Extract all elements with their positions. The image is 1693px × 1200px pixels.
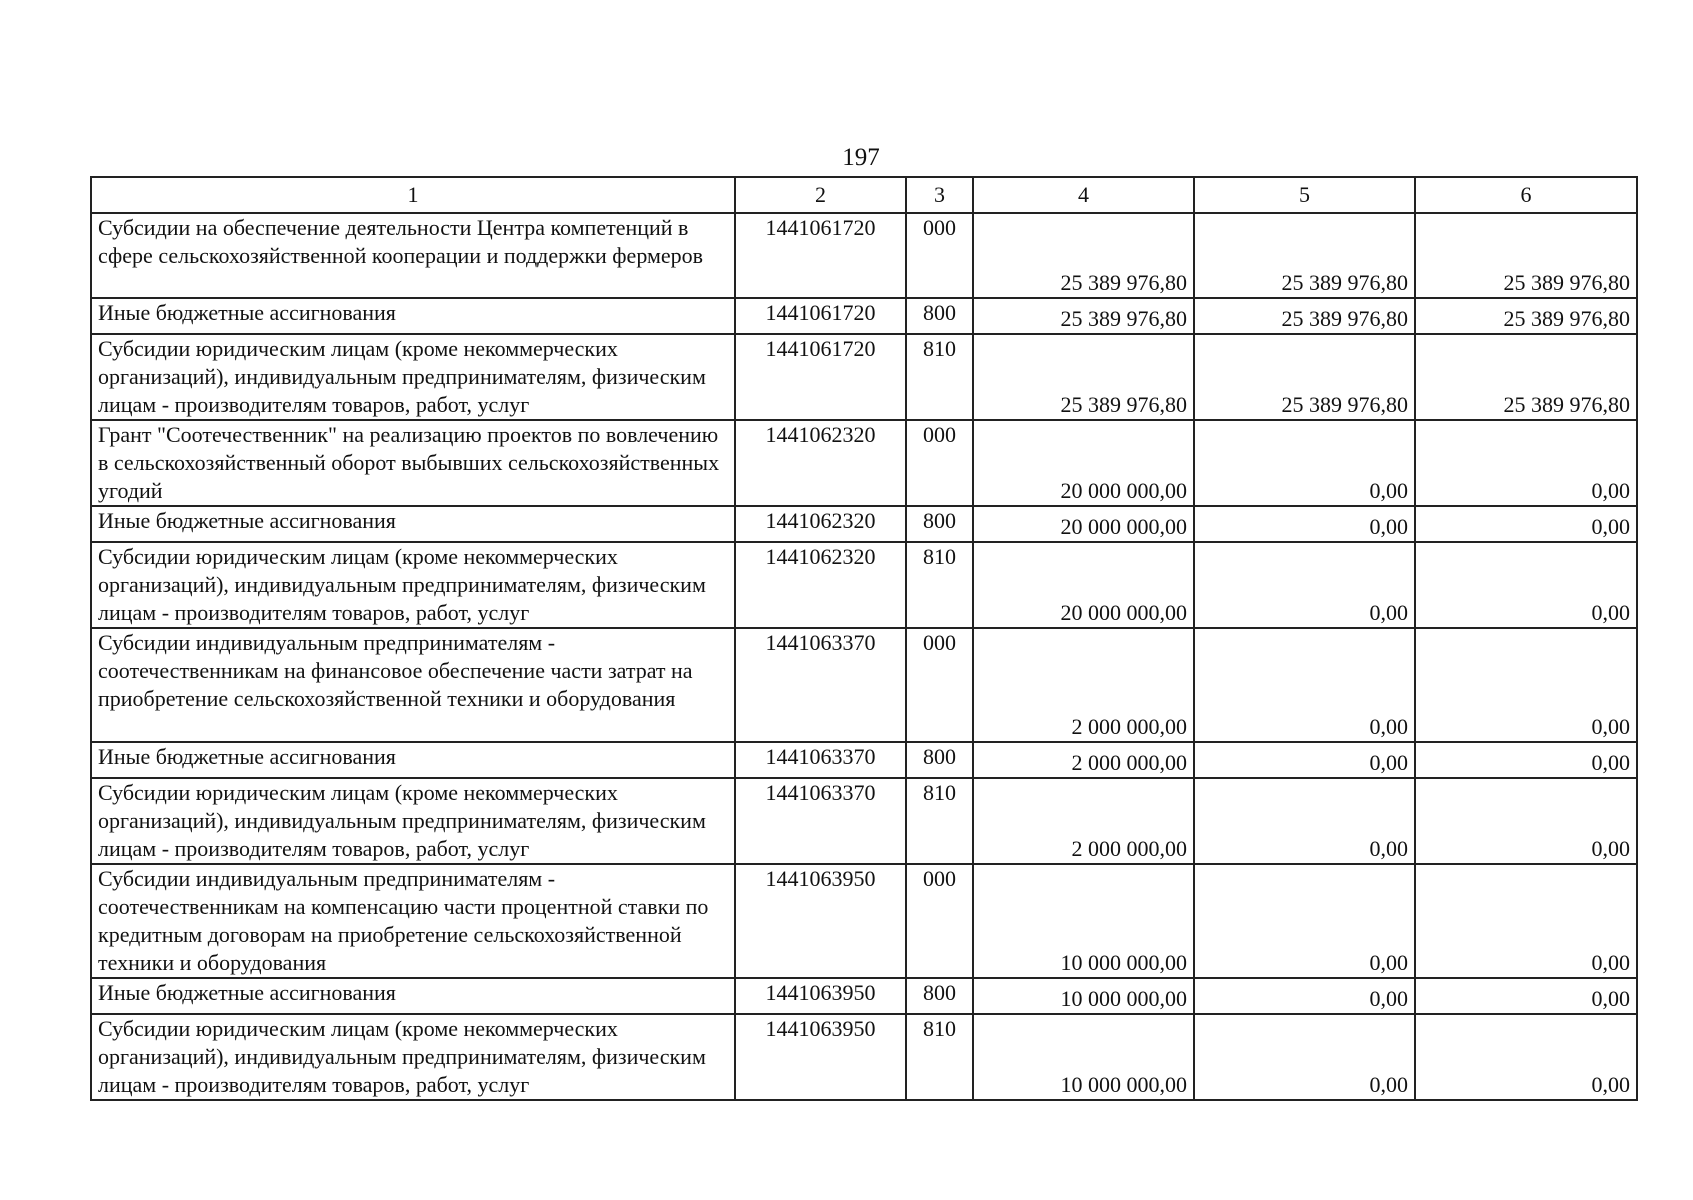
amount-col-6: 0,00 xyxy=(1415,978,1637,1014)
target-code: 1441062320 xyxy=(735,506,906,542)
row-description: Субсидии юридическим лицам (кроме некоммерческих организаций), индивидуальным предпринимателям, физическим лицам - производителям товаров, работ, услуг xyxy=(91,1014,735,1100)
amount-col-5: 25 389 976,80 xyxy=(1194,213,1415,298)
row-description: Субсидии на обеспечение деятельности Центра компетенций в сфере сельскохозяйственной кооперации и поддержки фермеров xyxy=(91,213,735,298)
expense-type-code: 800 xyxy=(906,978,973,1014)
amount-col-5: 0,00 xyxy=(1194,542,1415,628)
amount-col-5: 0,00 xyxy=(1194,778,1415,864)
amount-col-6: 25 389 976,80 xyxy=(1415,334,1637,420)
table-row xyxy=(91,213,1637,298)
row-description: Субсидии юридическим лицам (кроме некоммерческих организаций), индивидуальным предпринимателям, физическим лицам - производителям товаров, работ, услуг xyxy=(91,542,735,628)
expense-type-code: 000 xyxy=(906,420,973,506)
amount-col-6: 25 389 976,80 xyxy=(1415,298,1637,334)
budget-table xyxy=(90,176,1638,1101)
amount-col-5: 0,00 xyxy=(1194,1014,1415,1100)
expense-type-code: 810 xyxy=(906,542,973,628)
column-header: 4 xyxy=(973,177,1194,213)
target-code: 1441063370 xyxy=(735,742,906,778)
target-code: 1441063950 xyxy=(735,978,906,1014)
amount-col-5: 0,00 xyxy=(1194,864,1415,978)
amount-col-6: 25 389 976,80 xyxy=(1415,213,1637,298)
table-row xyxy=(91,628,1637,742)
table-row xyxy=(91,542,1637,628)
amount-col-4: 10 000 000,00 xyxy=(973,978,1194,1014)
amount-col-6: 0,00 xyxy=(1415,742,1637,778)
table-row xyxy=(91,742,1637,778)
amount-col-4: 20 000 000,00 xyxy=(973,420,1194,506)
amount-col-6: 0,00 xyxy=(1415,628,1637,742)
expense-type-code: 000 xyxy=(906,213,973,298)
amount-col-4: 25 389 976,80 xyxy=(973,298,1194,334)
amount-col-5: 25 389 976,80 xyxy=(1194,298,1415,334)
expense-type-code: 800 xyxy=(906,742,973,778)
amount-col-4: 2 000 000,00 xyxy=(973,778,1194,864)
amount-col-4: 20 000 000,00 xyxy=(973,506,1194,542)
column-header: 1 xyxy=(91,177,735,213)
row-description: Иные бюджетные ассигнования xyxy=(91,742,735,778)
expense-type-code: 810 xyxy=(906,1014,973,1100)
row-description: Субсидии юридическим лицам (кроме некоммерческих организаций), индивидуальным предпринимателям, физическим лицам - производителям товаров, работ, услуг xyxy=(91,334,735,420)
target-code: 1441061720 xyxy=(735,334,906,420)
amount-col-4: 25 389 976,80 xyxy=(973,334,1194,420)
amount-col-6: 0,00 xyxy=(1415,420,1637,506)
amount-col-4: 20 000 000,00 xyxy=(973,542,1194,628)
amount-col-5: 0,00 xyxy=(1194,742,1415,778)
row-description: Субсидии юридическим лицам (кроме некоммерческих организаций), индивидуальным предпринимателям, физическим лицам - производителям товаров, работ, услуг xyxy=(91,778,735,864)
row-description: Субсидии индивидуальным предпринимателям - соотечественникам на финансовое обеспечение части затрат на приобретение сельскохозяйственной техники и оборудования xyxy=(91,628,735,742)
column-header: 3 xyxy=(906,177,973,213)
column-header: 5 xyxy=(1194,177,1415,213)
amount-col-6: 0,00 xyxy=(1415,506,1637,542)
amount-col-4: 25 389 976,80 xyxy=(973,213,1194,298)
column-header: 2 xyxy=(735,177,906,213)
amount-col-6: 0,00 xyxy=(1415,778,1637,864)
target-code: 1441063950 xyxy=(735,864,906,978)
amount-col-4: 2 000 000,00 xyxy=(973,628,1194,742)
amount-col-6: 0,00 xyxy=(1415,1014,1637,1100)
page-number: 197 xyxy=(842,144,880,171)
row-description: Иные бюджетные ассигнования xyxy=(91,506,735,542)
table-row xyxy=(91,778,1637,864)
expense-type-code: 800 xyxy=(906,298,973,334)
amount-col-6: 0,00 xyxy=(1415,542,1637,628)
table-row xyxy=(91,978,1637,1014)
table-row xyxy=(91,298,1637,334)
table-row xyxy=(91,334,1637,420)
target-code: 1441062320 xyxy=(735,542,906,628)
amount-col-4: 10 000 000,00 xyxy=(973,1014,1194,1100)
amount-col-5: 0,00 xyxy=(1194,628,1415,742)
amount-col-4: 2 000 000,00 xyxy=(973,742,1194,778)
row-description: Иные бюджетные ассигнования xyxy=(91,298,735,334)
table-row xyxy=(91,864,1637,978)
amount-col-5: 0,00 xyxy=(1194,506,1415,542)
amount-col-5: 0,00 xyxy=(1194,978,1415,1014)
target-code: 1441063950 xyxy=(735,1014,906,1100)
row-description: Грант "Соотечественник" на реализацию проектов по вовлечению в сельскохозяйственный оборот выбывших сельскохозяйственных угодий xyxy=(91,420,735,506)
row-description: Субсидии индивидуальным предпринимателям - соотечественникам на компенсацию части процентной ставки по кредитным договорам на приобретение сельскохозяйственной техники и оборудования xyxy=(91,864,735,978)
row-description: Иные бюджетные ассигнования xyxy=(91,978,735,1014)
amount-col-5: 25 389 976,80 xyxy=(1194,334,1415,420)
table-header-row xyxy=(91,177,1637,213)
table-row xyxy=(91,1014,1637,1100)
target-code: 1441061720 xyxy=(735,298,906,334)
target-code: 1441063370 xyxy=(735,778,906,864)
table-row xyxy=(91,420,1637,506)
amount-col-6: 0,00 xyxy=(1415,864,1637,978)
target-code: 1441061720 xyxy=(735,213,906,298)
target-code: 1441062320 xyxy=(735,420,906,506)
column-header: 6 xyxy=(1415,177,1637,213)
amount-col-4: 10 000 000,00 xyxy=(973,864,1194,978)
target-code: 1441063370 xyxy=(735,628,906,742)
expense-type-code: 810 xyxy=(906,334,973,420)
expense-type-code: 000 xyxy=(906,864,973,978)
table-row xyxy=(91,506,1637,542)
expense-type-code: 000 xyxy=(906,628,973,742)
expense-type-code: 810 xyxy=(906,778,973,864)
amount-col-5: 0,00 xyxy=(1194,420,1415,506)
expense-type-code: 800 xyxy=(906,506,973,542)
